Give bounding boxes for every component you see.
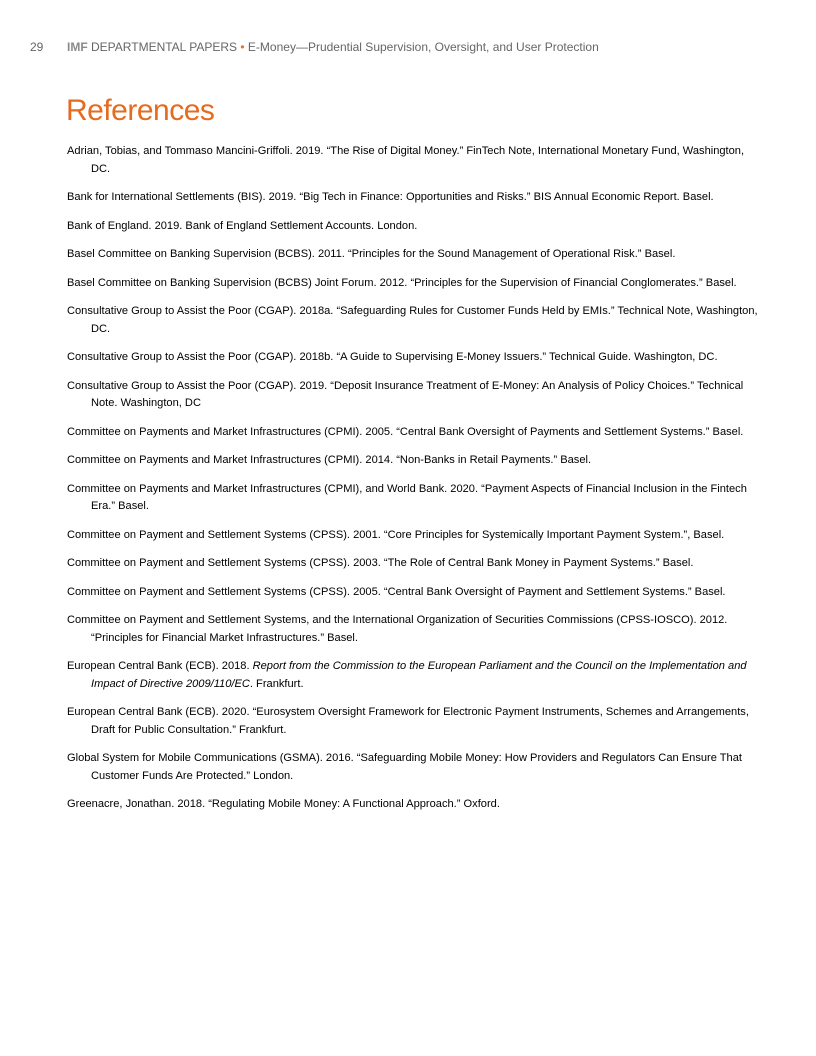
header-org: IMF	[67, 40, 88, 54]
page-title: References	[66, 94, 215, 127]
reference-text: Committee on Payment and Settlement Systems (CPSS). 2005. “Central Bank Oversight of Payment and Settlement Systems.” Basel.	[67, 585, 726, 598]
header-bullet: •	[237, 40, 248, 54]
reference-item	[67, 424, 762, 442]
reference-text: Committee on Payment and Settlement Systems, and the International Organization of Securities Commissions (CPSS-IOSCO). 2012. “Principles for Financial Market Infrastructures.” Basel.	[67, 614, 728, 644]
reference-text: Committee on Payments and Market Infrastructures (CPMI), and World Bank. 2020. “Payment Aspects of Financial Inclusion in the Fintech Era.” Basel.	[67, 482, 747, 512]
reference-item	[67, 275, 762, 293]
reference-item	[67, 796, 762, 814]
reference-item	[67, 527, 762, 545]
reference-text: Consultative Group to Assist the Poor (CGAP). 2018a. “Safeguarding Rules for Customer Funds Held by EMIs.” Technical Note, Washington, DC.	[67, 305, 758, 335]
reference-list	[67, 143, 762, 814]
reference-text: Basel Committee on Banking Supervision (BCBS). 2011. “Principles for the Sound Management of Operational Risk.” Basel.	[67, 248, 676, 260]
reference-text: Committee on Payment and Settlement Systems (CPSS). 2003. “The Role of Central Bank Money in Payment Systems.” Basel.	[67, 557, 694, 569]
reference-item	[67, 584, 762, 602]
reference-item	[67, 658, 762, 693]
page-number: 29	[30, 40, 44, 54]
reference-item	[67, 750, 762, 785]
reference-item	[67, 452, 762, 470]
reference-item	[67, 481, 762, 516]
header-series: DEPARTMENTAL PAPERS	[87, 40, 238, 54]
running-header	[30, 40, 599, 54]
reference-item	[67, 143, 762, 178]
reference-text: European Central Bank (ECB). 2018.	[67, 660, 253, 672]
reference-text: Consultative Group to Assist the Poor (CGAP). 2019. “Deposit Insurance Treatment of E-Money: An Analysis of Policy Choices.” Technical Note. Washington, DC	[67, 379, 744, 409]
reference-text: Consultative Group to Assist the Poor (CGAP). 2018b. “A Guide to Supervising E-Money Issuers.” Technical Guide. Washington, DC.	[67, 351, 718, 363]
reference-text: Bank for International Settlements (BIS). 2019. “Big Tech in Finance: Opportunities and Risks.” BIS Annual Economic Report. Basel.	[67, 191, 714, 203]
reference-item	[67, 349, 762, 367]
reference-text-tail: . Frankfurt.	[249, 677, 304, 690]
reference-item	[67, 246, 762, 264]
reference-text: Committee on Payments and Market Infrastructures (CPMI). 2005. “Central Bank Oversight of Payments and Settlement Systems.” Basel.	[67, 425, 744, 438]
reference-item	[67, 555, 762, 573]
reference-italic-title: Report from the Commission to the European Parliament and the Council on the Implementation and Impact of Directive 2009/110/EC	[91, 660, 747, 690]
reference-item	[67, 218, 762, 236]
reference-text: Adrian, Tobias, and Tommaso Mancini-Griffoli. 2019. “The Rise of Digital Money.” FinTech Note, International Monetary Fund, Washington, DC.	[67, 145, 745, 175]
reference-text: Committee on Payments and Market Infrastructures (CPMI). 2014. “Non-Banks in Retail Payments.” Basel.	[67, 454, 592, 466]
reference-text: Committee on Payment and Settlement Systems (CPSS). 2001. “Core Principles for Systemically Important Payment System.”, Basel.	[67, 528, 725, 541]
header-doc-title: E-Money—Prudential Supervision, Oversight, and User Protection	[247, 40, 599, 54]
reference-item	[67, 704, 762, 739]
reference-item	[67, 378, 762, 413]
reference-text: Global System for Mobile Communications (GSMA). 2016. “Safeguarding Mobile Money: How Providers and Regulators Can Ensure That Customer Funds Are Protected.” London.	[67, 752, 742, 782]
reference-text: Greenacre, Jonathan. 2018. “Regulating Mobile Money: A Functional Approach.” Oxford.	[67, 798, 500, 810]
reference-text: Basel Committee on Banking Supervision (BCBS) Joint Forum. 2012. “Principles for the Supervision of Financial Conglomerates.” Basel.	[67, 276, 737, 289]
reference-text: Bank of England. 2019. Bank of England Settlement Accounts. London.	[67, 219, 418, 232]
reference-item	[67, 189, 762, 207]
reference-item	[67, 612, 762, 647]
reference-text: European Central Bank (ECB). 2020. “Eurosystem Oversight Framework for Electronic Payment Instruments, Schemes and Arrangements, Draft for Public Consultation.” Frankfurt.	[67, 706, 749, 736]
reference-item	[67, 303, 762, 338]
